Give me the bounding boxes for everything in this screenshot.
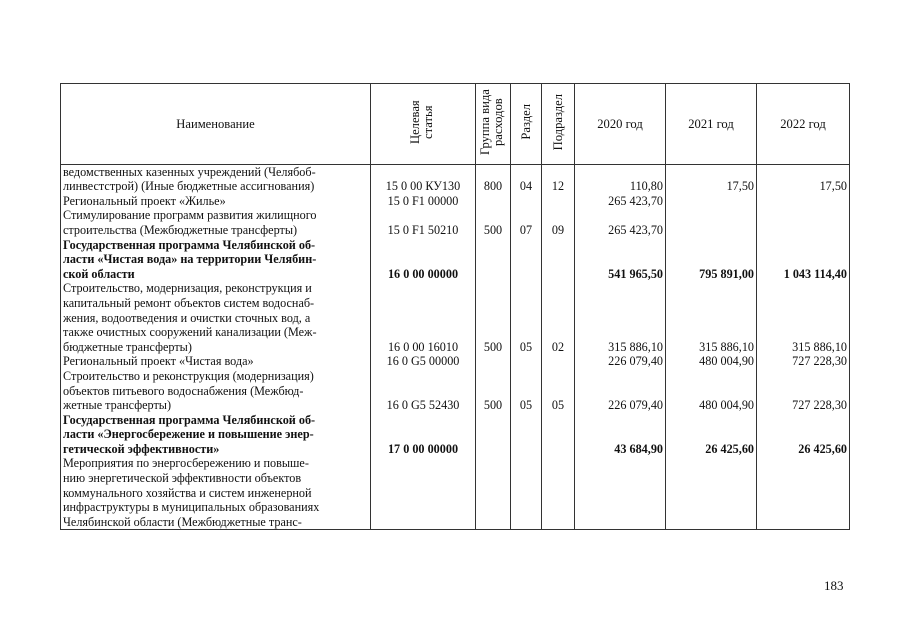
header-section: [511, 84, 542, 165]
header-name: Наименование: [61, 84, 371, 165]
row-value-2022: [757, 456, 850, 529]
header-2020: 2020 год: [575, 84, 666, 165]
table-row: [61, 164, 850, 194]
row-value-2021: [666, 208, 757, 237]
row-subsection: 09: [542, 208, 575, 237]
row-value-2022: 17,50: [757, 164, 850, 194]
row-subsection: [542, 413, 575, 457]
row-section: 04: [511, 164, 542, 194]
header-expense-group: [476, 84, 511, 165]
row-name: Государственная программа Челябинской об- ласти «Энергосбережение и повышение энер- гетической эффективности»: [61, 413, 371, 457]
row-target-article: 17 0 00 00000: [371, 413, 476, 457]
row-value-2020: 265 423,70: [575, 194, 666, 209]
row-section: [511, 238, 542, 282]
row-subsection: [542, 238, 575, 282]
header-section-label: Раздел: [518, 104, 533, 140]
row-target-article: 16 0 00 16010: [371, 281, 476, 354]
row-name: Государственная программа Челябинской об- ласти «Чистая вода» на территории Челябин- ской области: [61, 238, 371, 282]
table-row: [61, 238, 850, 282]
row-target-article: 15 0 F1 00000: [371, 194, 476, 209]
row-value-2020: 541 965,50: [575, 238, 666, 282]
row-expense-group: 500: [476, 208, 511, 237]
table-row: [61, 369, 850, 413]
row-section: 07: [511, 208, 542, 237]
row-value-2021: 480 004,90: [666, 354, 757, 369]
row-expense-group: [476, 238, 511, 282]
row-value-2021: 26 425,60: [666, 413, 757, 457]
row-name: Стимулирование программ развития жилищного строительства (Межбюджетные трансферты): [61, 208, 371, 237]
row-target-article: 15 0 F1 50210: [371, 208, 476, 237]
row-value-2022: 26 425,60: [757, 413, 850, 457]
row-expense-group: 800: [476, 164, 511, 194]
row-expense-group: [476, 456, 511, 529]
row-section: [511, 413, 542, 457]
row-subsection: 12: [542, 164, 575, 194]
header-subsection: [542, 84, 575, 165]
row-target-article: 16 0 00 00000: [371, 238, 476, 282]
row-value-2021: 480 004,90: [666, 369, 757, 413]
header-subsection-label: Подраздел: [550, 93, 565, 151]
row-value-2022: 315 886,10: [757, 281, 850, 354]
row-name: Строительство и реконструкция (модернизация) объектов питьевого водоснабжения (Межбюд- жетные трансферты): [61, 369, 371, 413]
row-subsection: 05: [542, 369, 575, 413]
row-target-article: [371, 456, 476, 529]
header-2021: 2021 год: [666, 84, 757, 165]
header-target-article-label: Целевая статья: [408, 100, 435, 144]
row-value-2020: 226 079,40: [575, 354, 666, 369]
row-value-2021: 17,50: [666, 164, 757, 194]
row-expense-group: [476, 413, 511, 457]
row-value-2022: 1 043 114,40: [757, 238, 850, 282]
table-header-row: [61, 84, 850, 165]
table-row: [61, 208, 850, 237]
row-value-2022: 727 228,30: [757, 354, 850, 369]
row-expense-group: [476, 194, 511, 209]
table-row: [61, 281, 850, 354]
row-name: Мероприятия по энергосбережению и повыше- нию энергетической эффективности объектов коммунального хозяйства и систем инженерной инфраструктуры в муниципальных образованиях Челябинской области (Межбюджетные транс-: [61, 456, 371, 529]
row-section: [511, 354, 542, 369]
row-value-2021: 795 891,00: [666, 238, 757, 282]
row-value-2021: [666, 456, 757, 529]
row-section: 05: [511, 369, 542, 413]
header-expense-group-label: Группа вида расходов: [478, 89, 505, 155]
row-name: Региональный проект «Чистая вода»: [61, 354, 371, 369]
row-name: ведомственных казенных учреждений (Челябоб- линвестстрой) (Иные бюджетные ассигнования): [61, 164, 371, 194]
table-row: [61, 456, 850, 529]
page-number: 183: [824, 578, 844, 593]
row-value-2020: 226 079,40: [575, 369, 666, 413]
row-subsection: 02: [542, 281, 575, 354]
row-value-2022: [757, 208, 850, 237]
row-section: 05: [511, 281, 542, 354]
row-section: [511, 194, 542, 209]
header-target-article: [371, 84, 476, 165]
row-subsection: [542, 456, 575, 529]
row-value-2021: 315 886,10: [666, 281, 757, 354]
row-value-2021: [666, 194, 757, 209]
header-2022: 2022 год: [757, 84, 850, 165]
row-subsection: [542, 194, 575, 209]
row-value-2022: [757, 194, 850, 209]
table-row: [61, 194, 850, 209]
row-value-2020: 43 684,90: [575, 413, 666, 457]
row-expense-group: [476, 354, 511, 369]
row-target-article: 15 0 00 КУ130: [371, 164, 476, 194]
table-body: [61, 164, 850, 530]
table-row: [61, 354, 850, 369]
row-target-article: 16 0 G5 52430: [371, 369, 476, 413]
row-value-2022: 727 228,30: [757, 369, 850, 413]
row-name: Строительство, модернизация, реконструкция и капитальный ремонт объектов систем водоснаб- жения, водоотведения и очистки сточных вод, а также очистных сооружений канализации (Меж- бюджетные трансферты): [61, 281, 371, 354]
row-value-2020: 265 423,70: [575, 208, 666, 237]
row-value-2020: [575, 456, 666, 529]
row-section: [511, 456, 542, 529]
row-value-2020: 110,80: [575, 164, 666, 194]
row-name: Региональный проект «Жилье»: [61, 194, 371, 209]
table-row: [61, 413, 850, 457]
row-expense-group: 500: [476, 281, 511, 354]
row-subsection: [542, 354, 575, 369]
budget-table: [60, 83, 850, 530]
row-expense-group: 500: [476, 369, 511, 413]
row-target-article: 16 0 G5 00000: [371, 354, 476, 369]
row-value-2020: 315 886,10: [575, 281, 666, 354]
